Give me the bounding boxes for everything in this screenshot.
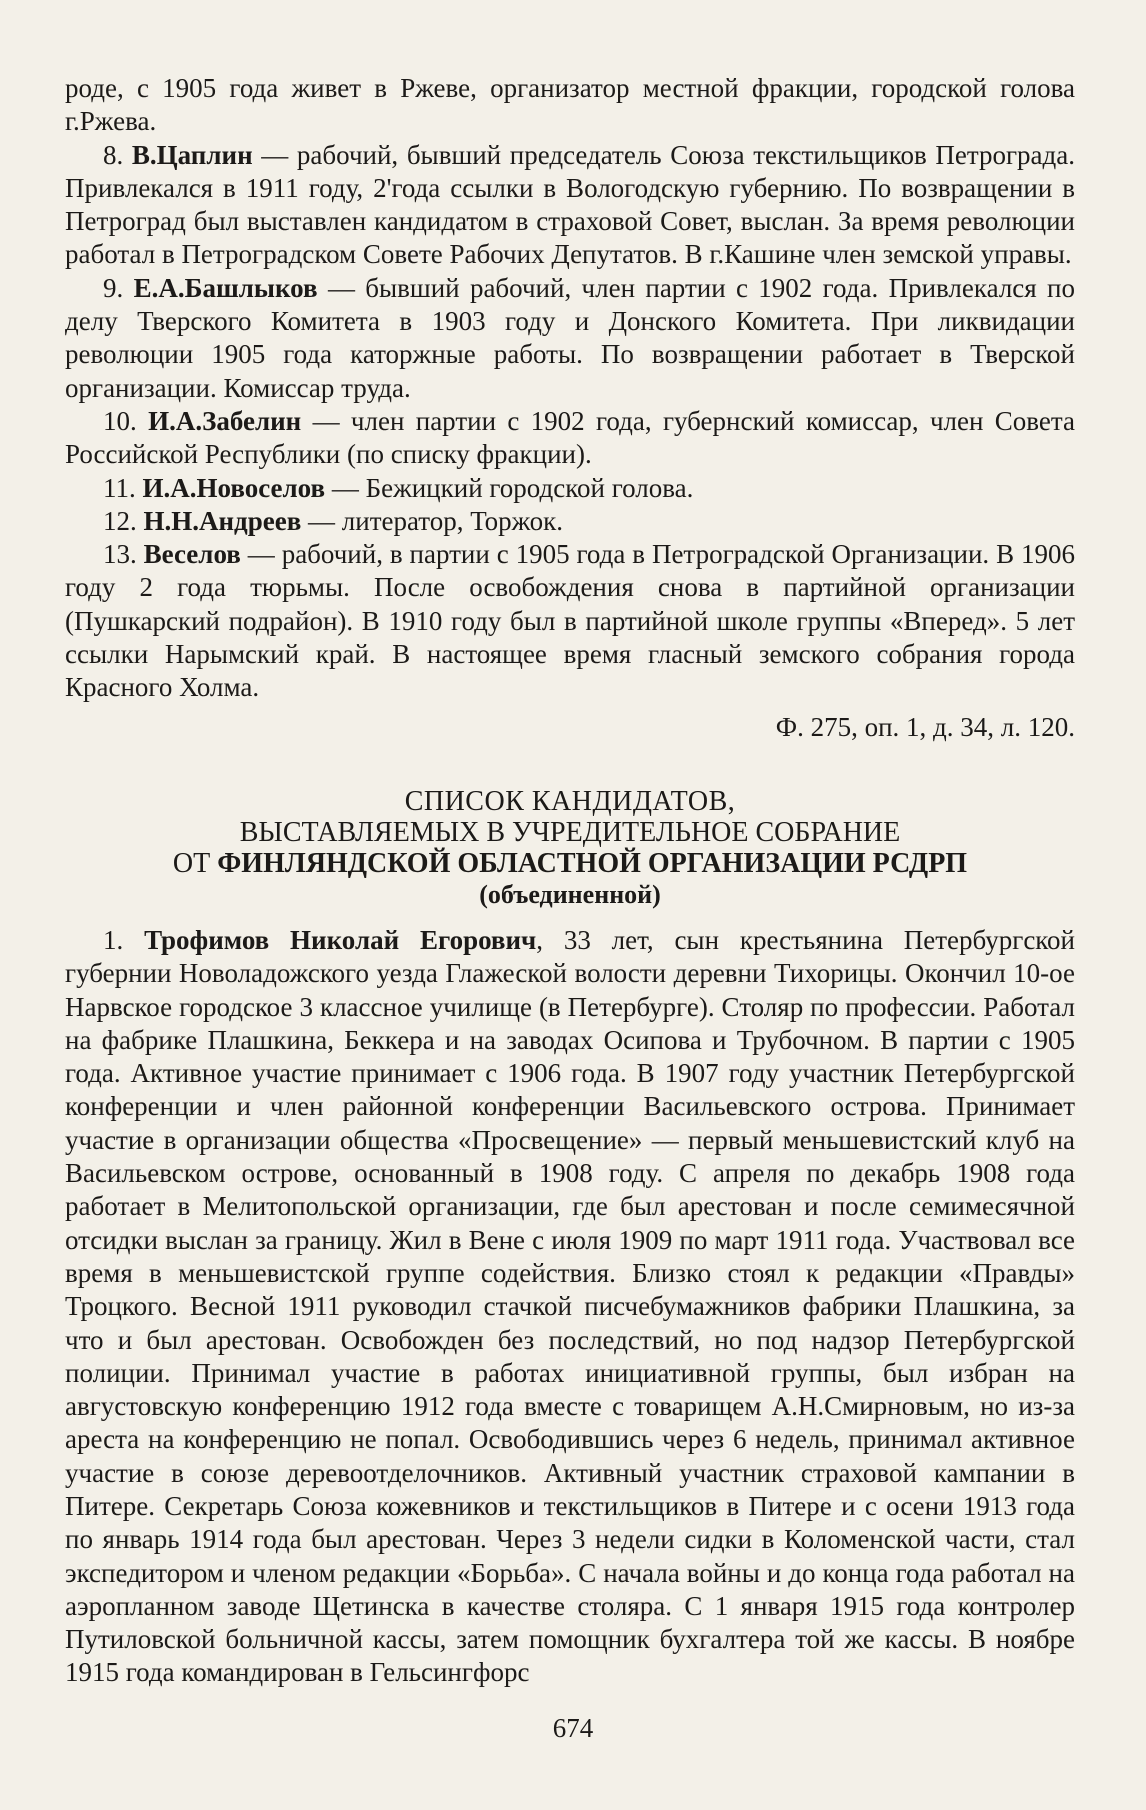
list-item-10 [65,405,1075,472]
heading-org-name: ФИНЛЯНДСКОЙ ОБЛАСТНОЙ ОРГАНИЗАЦИИ РСДРП [217,847,968,879]
candidate-bio: , 33 лет, сын крестьянина Петербургской губернии Новоладожского уезда Глажеской волости деревни Тихорицы. Окончил 10-ое Нарвское городское 3 классное училище (в Петербурге). Столяр по профессии. Работал на фабрике Плашкина, Беккера и на заводах Осипова и Трубочном. В партии с 1905 года. Активное участие принимает с 1906 года. В 1907 году участник Петербургской конференции и член районной конференции Васильевского острова. Принимает участие в организации общества «Просвещение» — первый меньшевистский клуб на Васильевском острове, основанный в 1908 году. С апреля по декабрь 1908 года работает в Мелитопольской организации, где был арестован и после семимесячной отсидки выслан за границу. Жил в Вене с июля 1909 по март 1911 года. Участвовал все время в меньшевистской группе содействия. Близко стоял к редакции «Правды» Троцкого. Весной 1911 руководил стачкой писчебумажников фабрики Плашкина, за что и был арестован. Освобожден без последствий, но под надзор Петербургской полиции. Принимал участие в работах инициативной группы, был избран на августовскую конференцию 1912 года вместе с товарищем А.Н.Смирновым, но из-за ареста на конференцию не попал. Освободившись через 6 недель, принимал активное участие в союзе деревоотделочников. Активный участник страховой кампании в Питере. Секретарь Союза кожевников и текстильщиков в Питере и с осени 1913 года по январь 1914 года был арестован. Через 3 недели сидки в Коломенской части, стал экспедитором и членом редакции «Борьба». С начала войны и до конца года работал на аэропланном заводе Щетинска в качестве столяра. С 1 января 1915 года контролер Путиловской больничной кассы, затем помощник бухгалтера той же кассы. В ноябре 1915 года командирован в Гельсингфорс [65,924,1075,1688]
heading-line-2: ВЫСТАВЛЯЕМЫХ В УЧРЕДИТЕЛЬНОЕ СОБРАНИЕ [239,816,901,848]
item-text: — рабочий, в партии с 1905 года в Петроградской Организации. В 1906 году 2 года тюрьмы. После освобождения снова в партийной организации (Пушкарский подрайон). В 1910 году был в партийной школе группы «Вперед». 5 лет ссылки Нарымский край. В настоящее время гласный земского собрания города Красного Холма. [65,539,1075,703]
list-item-8 [65,139,1075,272]
list-item-9 [65,272,1075,405]
archive-reference: Ф. 275, оп. 1, д. 34, л. 120. [775,711,1075,742]
paragraph-continuation: роде, с 1905 года живет в Ржеве, организатор местной фракции, городской голова г.Ржева. [65,73,1075,137]
candidate-name: Трофимов Николай Егорович [144,924,537,955]
item-number: 12. [103,505,137,536]
item-number: 11. [103,472,136,503]
list-item-13 [65,538,1075,704]
person-name: И.А.Забелин [148,405,302,436]
section-heading [65,786,1075,910]
person-name: И.А.Новоселов [142,472,326,503]
page-number: 674 [552,1713,594,1743]
item-text: — бывший рабочий, член партии с 1902 года. Привлекался по делу Тверского Комитета в 1903 году и Донского Комитета. При ликвидации революции 1905 года каторжные работы. По возвращении работает в Тверской организации. Комиссар труда. [65,272,1075,403]
item-text: — рабочий, бывший председатель Союза текстильщиков Петрограда. Привлекался в 1911 году, 2'года ссылки в Вологодскую губернию. По возвращении в Петроград был выставлен кандидатом в страховой Совет, выслан. За время революции работал в Петроградском Совете Рабочих Депутатов. В г.Кашине член земской управы. [65,139,1076,270]
heading-line-3 [65,848,1075,879]
item-number: 9. [103,272,124,303]
person-name: Е.А.Башлыков [133,272,318,303]
text-column [65,72,1075,1690]
list-item-11 [65,472,1075,505]
item-text: — член партии с 1902 года, губернский комиссар, член Совета Российской Республики (по списку фракции). [65,405,1075,470]
person-name: В.Цаплин [131,139,253,170]
item-number: 8. [103,139,124,170]
list-item-12 [65,505,1075,538]
item-number: 13. [103,539,137,570]
person-name: Веселов [143,539,241,570]
item-number: 1. [103,924,124,955]
heading-prefix: ОТ [172,847,218,879]
item-text: — литератор, Торжок. [301,505,564,536]
heading-line-1: СПИСОК КАНДИДАТОВ, [404,785,736,817]
heading-line-4: (объединенной) [479,879,661,909]
item-number: 10. [103,405,137,436]
candidate-entry-1 [65,924,1075,1690]
item-text: — Бежицкий городской голова. [325,472,694,503]
person-name: Н.Н.Андреев [143,505,302,536]
